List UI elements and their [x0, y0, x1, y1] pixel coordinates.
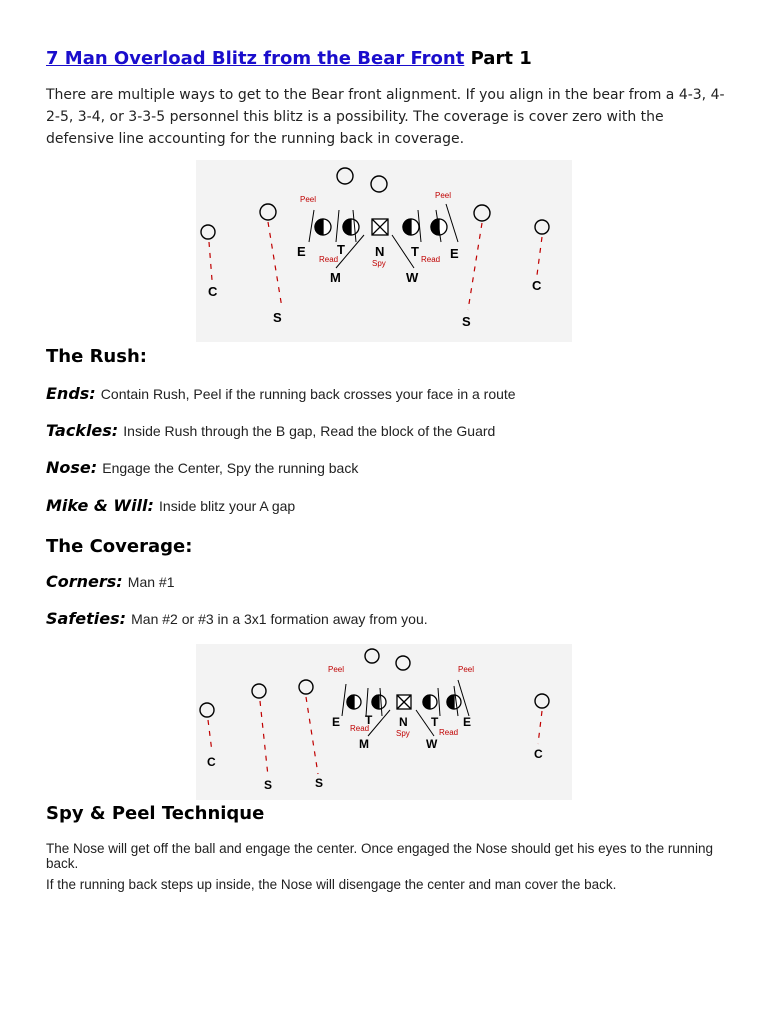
rush-ends [46, 384, 516, 403]
coverage-corners [46, 572, 174, 591]
d1-will: W [406, 270, 419, 285]
d1-peel-left: Peel [300, 195, 317, 204]
diagram-2 [196, 644, 572, 800]
right-slot-circle [474, 205, 490, 221]
d2-end-right: E [463, 715, 472, 729]
d1-end-left: E [297, 244, 306, 259]
rush-nose [46, 458, 358, 477]
rush-ends-label: Ends: [46, 384, 96, 403]
d2-safety-mid: S [315, 776, 324, 790]
rush-nose-text: Engage the Center, Spy the running back [102, 460, 359, 476]
d1-end-right: E [450, 246, 459, 261]
d1-nose: N [375, 244, 385, 259]
rush-mike-will-text: Inside blitz your A gap [159, 498, 296, 514]
rush-mike-will [46, 496, 295, 515]
rush-nose-label: Nose: [46, 458, 98, 477]
d2-right-receiver [535, 694, 549, 708]
coverage-safeties-text: Man #2 or #3 in a 3x1 formation away from you. [131, 611, 428, 627]
coverage-safeties [46, 609, 428, 628]
d2-will: W [426, 737, 438, 751]
d2-left-slot [252, 684, 266, 698]
spy-peel-heading: Spy & Peel Technique [46, 803, 265, 824]
d2-nose: N [399, 715, 408, 729]
rush-tackles-text: Inside Rush through the B gap, Read the block of the Guard [123, 423, 496, 439]
d1-spy: Spy [372, 259, 386, 268]
d2-mike: M [359, 737, 369, 751]
coverage-safeties-label: Safeties: [46, 609, 127, 628]
rush-mike-will-label: Mike & Will: [46, 496, 154, 515]
diagram-1 [196, 160, 572, 342]
d2-left-receiver [200, 703, 214, 717]
d1-corner-right: C [532, 278, 542, 293]
title-link[interactable]: 7 Man Overload Blitz from the Bear Front [46, 48, 465, 69]
diagram-1-svg [196, 160, 572, 342]
d2-peel-right: Peel [458, 665, 475, 674]
d1-tackle-left: T [337, 242, 345, 257]
d1-read-left: Read [319, 255, 339, 264]
d2-left-inner-slot [299, 680, 313, 694]
d2-read-right: Read [439, 728, 459, 737]
spy-peel-p2: If the running back steps up inside, the Nose will disengage the center and man cover the back. [46, 877, 617, 892]
rush-ends-text: Contain Rush, Peel if the running back crosses your face in a route [100, 386, 516, 402]
coverage-corners-text: Man #1 [127, 574, 175, 590]
page-title [46, 48, 532, 69]
coverage-corners-label: Corners: [46, 572, 123, 591]
d1-tackle-right: T [411, 244, 419, 259]
d1-peel-right: Peel [435, 191, 452, 200]
diagram-2-svg [196, 644, 572, 800]
coverage-heading: The Coverage: [46, 536, 193, 557]
qb-circle [371, 176, 387, 192]
rush-heading: The Rush: [46, 346, 147, 367]
d2-tackle-right: T [431, 715, 439, 729]
d2-safety-left: S [264, 778, 273, 792]
d2-end-left: E [332, 715, 341, 729]
d2-peel-left: Peel [328, 665, 345, 674]
intro-paragraph: There are multiple ways to get to the Bear front alignment. If you align in the bear from a 4-3, 4-2-5, 3-4, or 3-3-5 personnel this blitz is a possibility. The coverage is cover zero with the defensive line accounting for the running back in coverage. [46, 87, 725, 147]
d1-safety-left: S [273, 310, 282, 325]
spy-peel-p1: The Nose will get off the ball and engage the center. Once engaged the Nose should get his eyes to the running back. [46, 841, 713, 871]
d2-qb-circle [396, 656, 410, 670]
d2-corner-right: C [534, 747, 543, 761]
rush-tackles [46, 421, 495, 440]
d2-spy: Spy [396, 729, 410, 738]
d2-tackle-left: T [365, 713, 373, 727]
d1-corner-left: C [208, 284, 218, 299]
title-suffix: Part 1 [470, 48, 532, 69]
d1-mike: M [330, 270, 341, 285]
d2-corner-left: C [207, 755, 216, 769]
right-receiver-circle [535, 220, 549, 234]
left-receiver-circle [201, 225, 215, 239]
d2-rb-circle [365, 649, 379, 663]
rush-tackles-label: Tackles: [46, 421, 119, 440]
rb-circle [337, 168, 353, 184]
d2-read-left: Read [350, 724, 370, 733]
left-slot-circle [260, 204, 276, 220]
d1-read-right: Read [421, 255, 441, 264]
d1-safety-right: S [462, 314, 471, 329]
